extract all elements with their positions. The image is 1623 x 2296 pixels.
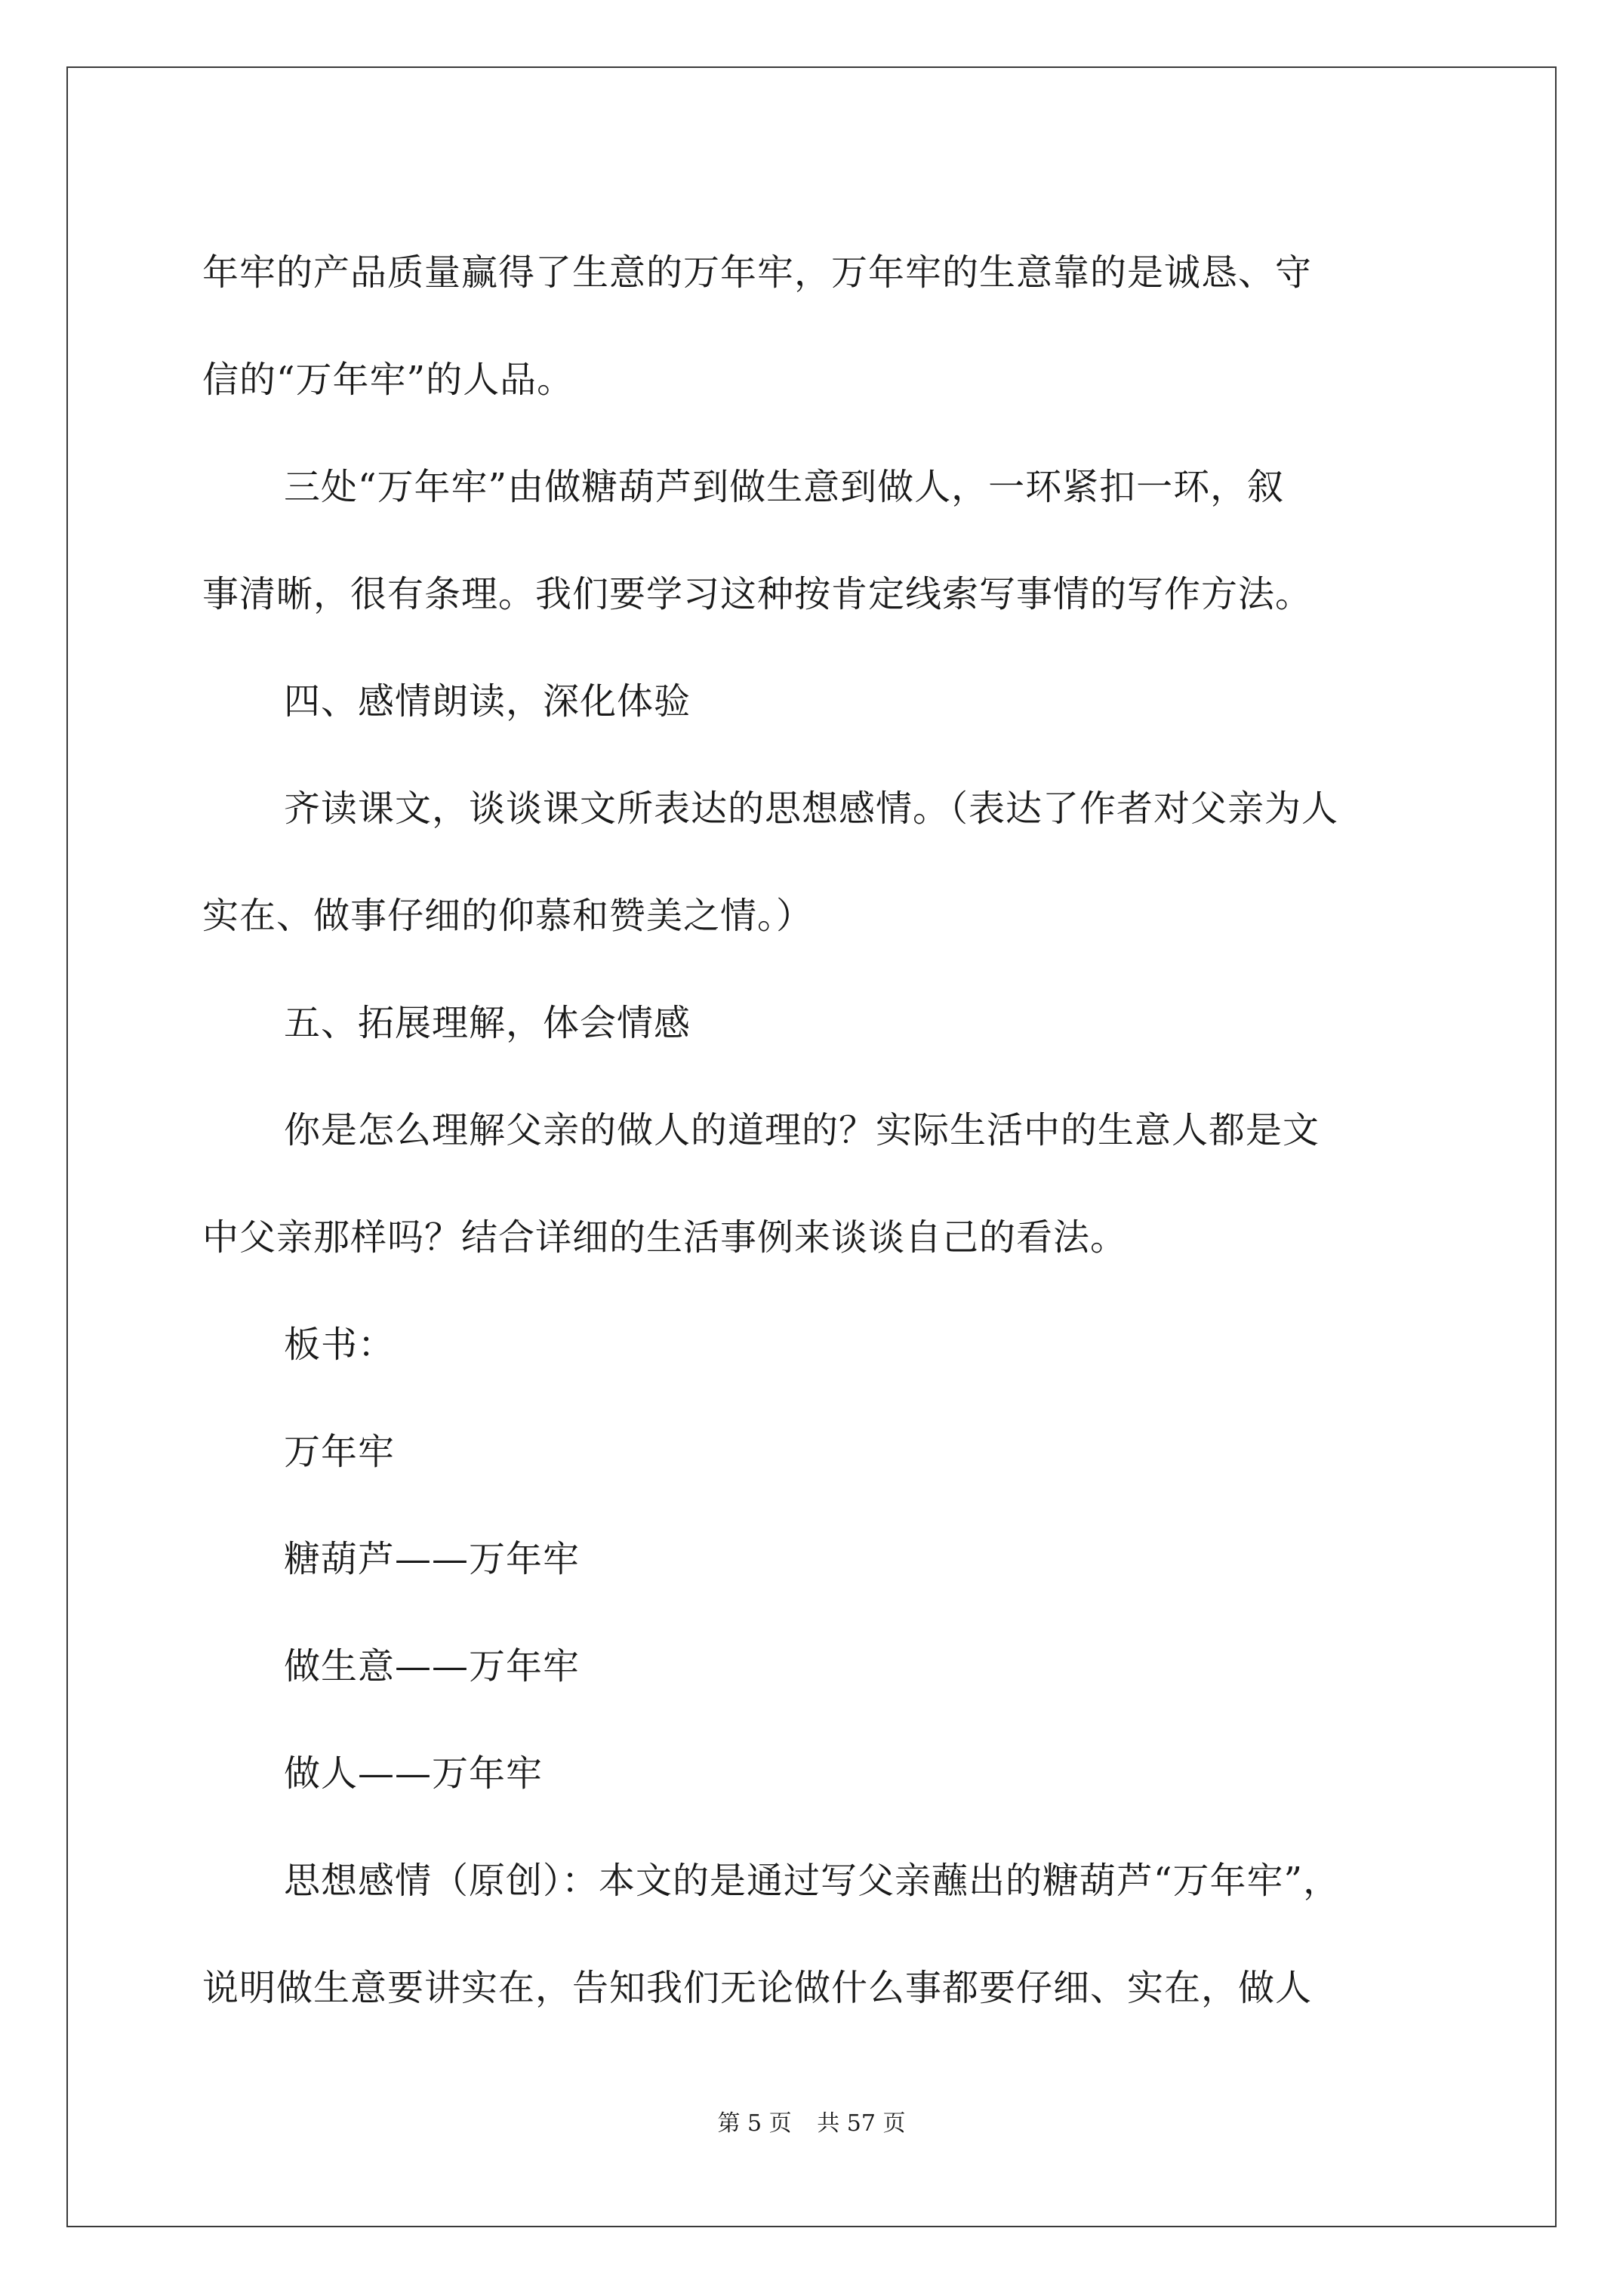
paragraph — [202, 1291, 1440, 1398]
text-line: 信的“万年牢”的人品。 — [202, 359, 574, 401]
text-line: 四、感情朗读，深化体验 — [284, 680, 691, 723]
text-line: 思想感情（原创）：本文的是通过写父亲蘸出的糖葫芦“万年牢”， — [284, 1860, 1341, 1902]
text-line: 说明做生意要讲实在，告知我们无论做什么事都要仔细、实在，做人 — [202, 1967, 1313, 2009]
text-line: 万年牢 — [284, 1431, 396, 1473]
text-line: 年牢的产品质量赢得了生意的万年牢，万年牢的生意靠的是诚恳、守 — [202, 251, 1313, 294]
text-line: 齐读课文，谈谈课文所表达的思想感情。（表达了作者对父亲为人 — [284, 787, 1339, 830]
page-footer — [0, 2109, 1623, 2139]
document-body — [202, 219, 1440, 2042]
paragraph — [202, 755, 1440, 969]
paragraph — [202, 1398, 1440, 1505]
text-line: 实在、做事仔细的仰慕和赞美之情。） — [202, 895, 814, 937]
paragraph — [202, 1077, 1440, 1291]
paragraph — [202, 1720, 1440, 1827]
paragraph — [202, 219, 1440, 433]
text-line: 五、拓展理解，体会情感 — [284, 1002, 691, 1044]
text-line: 做人——万年牢 — [284, 1752, 544, 1795]
text-line: 事清晰，很有条理。我们要学习这种按肯定线索写事情的写作方法。 — [202, 573, 1313, 615]
text-line: 糖葫芦——万年牢 — [284, 1538, 581, 1580]
text-line: 板书： — [284, 1324, 396, 1366]
page-number: 第 5 页 — [717, 2110, 792, 2137]
paragraph — [202, 1827, 1440, 2042]
text-line: 做生意——万年牢 — [284, 1645, 581, 1687]
text-line: 三处“万年牢”由做糖葫芦到做生意到做人，一环紧扣一环，叙 — [284, 466, 1285, 508]
paragraph — [202, 648, 1440, 755]
paragraph — [202, 969, 1440, 1077]
paragraph — [202, 433, 1440, 648]
paragraph — [202, 1505, 1440, 1613]
text-line: 中父亲那样吗？结合详细的生活事例来谈谈自己的看法。 — [202, 1216, 1128, 1259]
paragraph — [202, 1613, 1440, 1720]
text-line: 你是怎么理解父亲的做人的道理的？实际生活中的生意人都是文 — [284, 1109, 1320, 1151]
page-total: 共 57 页 — [817, 2110, 906, 2137]
